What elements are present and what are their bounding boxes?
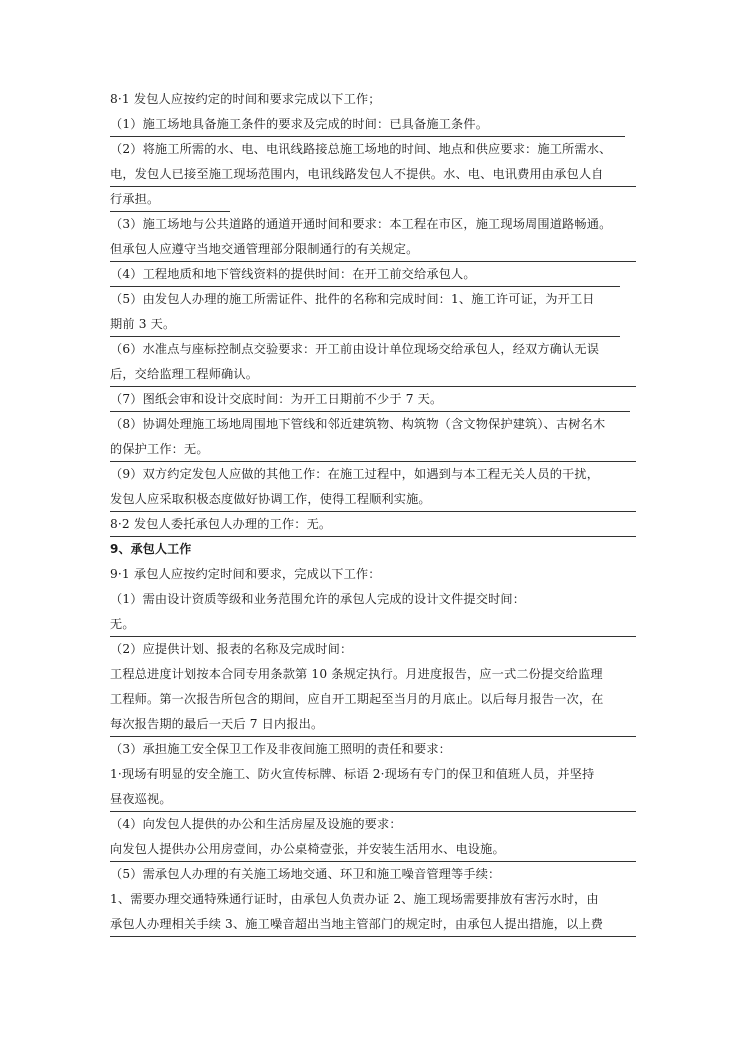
text-line: （5）由发包人办理的施工所需证件、批件的名称和完成时间：1、施工许可证，为开工日 [110, 292, 595, 306]
text-line: 每次报告期的最后一天后 7 日内报出。 [110, 713, 636, 738]
text-line: 后，交给监理工程师确认。 [110, 363, 636, 388]
text-line: 承包人办理相关手续 3、施工噪音超出当地主管部门的规定时，由承包人提出措施，以上费 [110, 913, 636, 938]
text-line: （2）应提供计划、报表的名称及完成时间： [110, 642, 353, 656]
section-heading: 9、承包人工作 [110, 542, 192, 556]
text-line: 8·1 发包人应按约定的时间和要求完成以下工作； [110, 92, 381, 106]
text-line: 工程总进度计划按本合同专用条款第 10 条规定执行。月进度报告，应一式二份提交给监理 [110, 667, 603, 681]
text-line: （6）水准点与座标控制点交验要求：开工前由设计单位现场交给承包人，经双方确认无误 [110, 342, 600, 356]
text-line: 8·2 发包人委托承包人办理的工作：无。 [110, 513, 636, 538]
text-line: （1）施工场地具备施工条件的要求及完成的时间：已具备施工条件。 [110, 113, 636, 138]
document-page [110, 88, 636, 938]
text-line: （4）工程地质和地下管线资料的提供时间：在开工前交给承包人。 [110, 263, 636, 288]
text-line: 9·1 承包人应按约定时间和要求，完成以下工作： [110, 567, 381, 581]
text-line: 昼夜巡视。 [110, 788, 636, 813]
text-line: 1·现场有明显的安全施工、防火宣传标牌、标语 2·现场有专门的保卫和值班人员，并坚持 [110, 767, 595, 781]
text-line: （3）施工场地与公共道路的通道开通时间和要求：本工程在市区，施工现场周围道路畅通。 [110, 217, 612, 231]
text-line: 1、需要办理交通特殊通行证时，由承包人负责办证 2、施工现场需要排放有害污水时，由 [110, 892, 599, 906]
text-line: （8）协调处理施工场地周围地下管线和邻近建筑物、构筑物（含文物保护建筑）、古树名木 [110, 417, 606, 431]
text-line: （9）双方约定发包人应做的其他工作：在施工过程中，如遇到与本工程无关人员的干扰， [110, 467, 600, 481]
text-line: 向发包人提供办公用房壹间，办公桌椅壹张，并安装生活用水、电设施。 [110, 838, 636, 863]
text-line: 无。 [110, 613, 636, 638]
text-line: 的保护工作：无。 [110, 438, 636, 463]
text-line: （2）将施工所需的水、电、电讯线路接总施工场地的时间、地点和供应要求：施工所需水、 [110, 142, 612, 156]
text-line: 发包人应采取积极态度做好协调工作，使得工程顺利实施。 [110, 488, 636, 513]
text-line: 但承包人应遵守当地交通管理部分限制通行的有关规定。 [110, 238, 636, 263]
text-line: 工程师。第一次报告所包含的期间，应自开工期起至当月的月底止。以后每月报告一次，在 [110, 692, 604, 706]
text-line: （4）向发包人提供的办公和生活房屋及设施的要求： [110, 817, 402, 831]
text-line: （7）图纸会审和设计交底时间：为开工日期前不少于 7 天。 [110, 388, 636, 413]
text-line: （3）承担施工安全保卫工作及非夜间施工照明的责任和要求： [110, 742, 452, 756]
text-line: 行承担。 [110, 188, 636, 213]
text-line: 电，发包人已接至施工现场范围内，电讯线路发包人不提供。水、电、电讯费用由承包人自 [110, 163, 636, 188]
text-line: 期前 3 天。 [110, 313, 636, 338]
text-line: （1）需由设计资质等级和业务范围允许的承包人完成的设计文件提交时间： [110, 592, 526, 606]
text-line: （5）需承包人办理的有关施工场地交通、环卫和施工噪音管理等手续： [110, 867, 501, 881]
